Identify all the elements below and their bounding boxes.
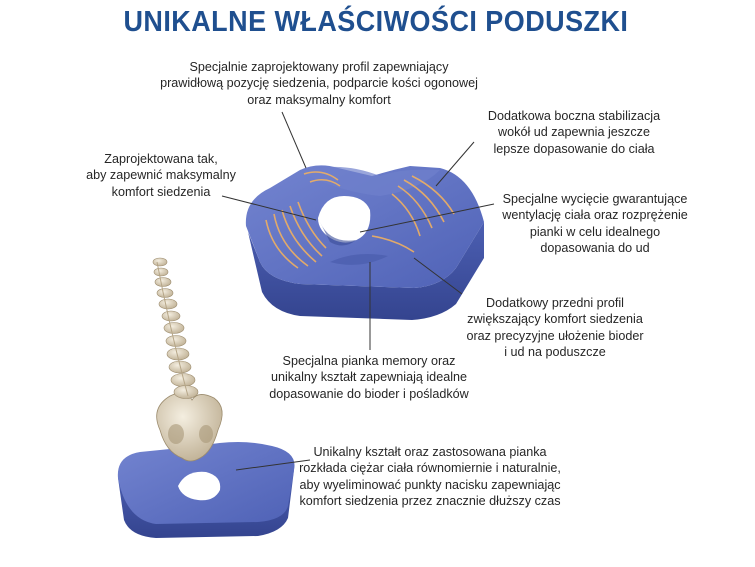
spine-vertebrae (153, 258, 198, 399)
page-title: UNIKALNE WŁAŚCIWOŚCI PODUSZKI (123, 6, 629, 38)
annotation-cutout: Specjalne wycięcie gwarantujące wentylację ciała oraz rozprężenie pianki w celu idealnego dopasowania do ud (502, 192, 688, 256)
annotation-profile: Specjalnie zaprojektowany profil zapewniający prawidłową pozycję siedzenia, podparcie kości ogonowej oraz maksymalny komfort (160, 60, 478, 107)
annotation-weight-distribution: Unikalny kształt oraz zastosowana pianka rozkłada ciężar ciała równomiernie i naturalnie, aby wyeliminować punkty nacisku zapewniając komfort siedzenia przez znacznie dłuższy czas (299, 445, 561, 509)
annotation-front-profile: Dodatkowy przedni profil zwiększający komfort siedzenia oraz precyzyjne ułożenie bioder i ud na poduszcze (466, 296, 644, 360)
annotation-side-stabilization: Dodatkowa boczna stabilizacja wokół ud zapewnia jeszcze lepsze dopasowanie do ciała (487, 109, 661, 156)
annotation-memory-foam: Specjalna pianka memory oraz unikalny kształt zapewniają idealne dopasowanie do bioder i pośladków (269, 354, 469, 401)
annotation-max-comfort: Zaprojektowana tak, aby zapewnić maksymalny komfort siedzenia (86, 152, 236, 199)
leader-profile (282, 112, 306, 168)
